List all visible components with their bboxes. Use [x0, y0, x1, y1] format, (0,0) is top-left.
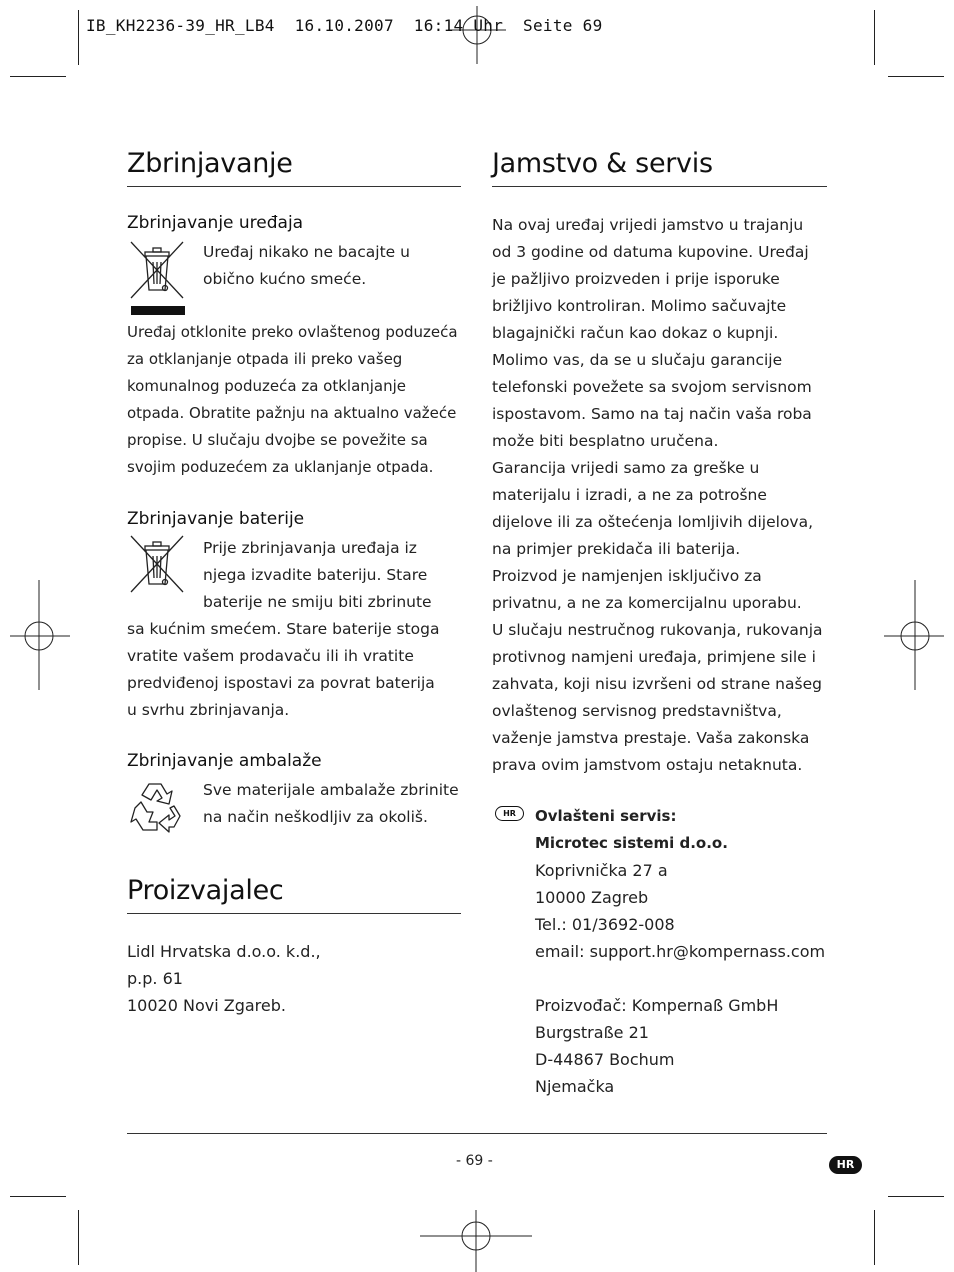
- device-disposal-body: [127, 319, 458, 481]
- packaging-disposal-intro: [203, 777, 459, 831]
- device-disposal-heading: Zbrinjavanje uređaja: [127, 213, 304, 233]
- text-line: otpada. Obratite pažnju na aktualno važeće: [127, 404, 457, 422]
- crop-mark: [78, 10, 79, 65]
- recycle-icon: [127, 778, 189, 834]
- title-divider: [492, 186, 827, 187]
- text-line: Molimo vas, da se u slučaju garancije: [492, 351, 783, 369]
- service-address: [535, 857, 825, 965]
- text-line: Burgstraße 21: [535, 1023, 649, 1042]
- crop-mark: [874, 10, 875, 65]
- text-line: telefonski povežete sa svojom servisnom: [492, 378, 812, 396]
- registration-mark-top: [448, 6, 506, 64]
- text-line: blagajnički račun kao dokaz o kupnji.: [492, 324, 779, 342]
- warranty-title: Jamstvo & servis: [492, 148, 713, 179]
- title-divider: [127, 186, 461, 187]
- text-line: na primjer prekidača ili baterija.: [492, 540, 741, 558]
- crop-mark: [888, 76, 944, 77]
- producer-address: [127, 938, 321, 1019]
- text-line: brižljivo kontroliran. Molimo sačuvajte: [492, 297, 787, 315]
- registration-mark-left: [10, 580, 70, 690]
- text-line: od 3 godine od datuma kupovine. Uređaj: [492, 243, 809, 261]
- text-line: Na ovaj uređaj vrijedi jamstvo u trajanju: [492, 216, 804, 234]
- text-line: Sve materijale ambalaže zbrinite: [203, 781, 459, 799]
- language-badge: HR: [829, 1156, 862, 1174]
- text-line: svojim poduzećem za uklanjanje otpada.: [127, 458, 434, 476]
- battery-disposal-heading: Zbrinjavanje baterije: [127, 509, 305, 529]
- text-line: Tel.: 01/3692-008: [535, 915, 675, 934]
- text-line: Uređaj otklonite preko ovlaštenog poduzeća: [127, 323, 458, 341]
- packaging-disposal-heading: Zbrinjavanje ambalaže: [127, 751, 322, 771]
- text-line: D-44867 Bochum: [535, 1050, 675, 1069]
- text-line: p.p. 61: [127, 969, 183, 988]
- text-line: komunalnog poduzeća za otklanjanje: [127, 377, 407, 395]
- text-line: materijalu i izradi, a ne za potrošne: [492, 486, 767, 504]
- text-line: je pažljivo proizveden i prije isporuke: [492, 270, 780, 288]
- text-line: važenje jamstva prestaje. Vaša zakonska: [492, 729, 810, 747]
- text-line: Garancija vrijedi samo za greške u: [492, 459, 760, 477]
- text-line: Lidl Hrvatska d.o.o. k.d.,: [127, 942, 321, 961]
- crossed-bin-icon: [127, 534, 187, 596]
- print-header: IB_KH2236-39_HR_LB4 16.10.2007 16:14 Uhr Seite 69: [86, 16, 603, 35]
- text-line: baterije ne smiju biti zbrinute: [203, 593, 432, 611]
- text-line: za otklanjanje otpada ili preko vašeg: [127, 350, 403, 368]
- text-line: Proizvođač: Kompernaß GmbH: [535, 996, 779, 1015]
- text-line: Koprivnička 27 a: [535, 861, 668, 880]
- text-line: ovlaštenog servisnog predstavništva,: [492, 702, 782, 720]
- battery-disposal-intro: [203, 535, 432, 616]
- text-line: ispostavom. Samo na taj način vaša roba: [492, 405, 812, 423]
- text-line: propise. U slučaju dvojbe se povežite sa: [127, 431, 428, 449]
- text-line: sa kućnim smećem. Stare baterije stoga: [127, 620, 440, 638]
- registration-mark-bottom: [420, 1210, 532, 1272]
- crop-mark: [10, 1196, 66, 1197]
- title-divider: [127, 913, 461, 914]
- device-disposal-intro: [203, 239, 410, 293]
- text-line: 10020 Novi Zgareb.: [127, 996, 286, 1015]
- text-line: zahvata, koji nisu izvršeni od strane našeg: [492, 675, 822, 693]
- crop-mark: [888, 1196, 944, 1197]
- disposal-title: Zbrinjavanje: [127, 148, 293, 179]
- text-line: Uređaj nikako ne bacajte u: [203, 243, 410, 261]
- service-company: Microtec sistemi d.o.o.: [535, 834, 728, 852]
- text-line: 10000 Zagreb: [535, 888, 649, 907]
- service-label: Ovlašteni servis:: [535, 807, 677, 825]
- crop-mark: [874, 1210, 875, 1265]
- text-line: može biti besplatno uručena.: [492, 432, 719, 450]
- text-line: obično kućno smeće.: [203, 270, 367, 288]
- text-line: protivnog namjeni uređaja, primjene sile i: [492, 648, 816, 666]
- text-line: Njemačka: [535, 1077, 615, 1096]
- text-line: prava ovim jamstvom ostaju netaknuta.: [492, 756, 803, 774]
- text-line: predviđenoj ispostavi za povrat baterija: [127, 674, 435, 692]
- country-badge: HR: [495, 806, 524, 821]
- text-line: dijelove ili za oštećenja lomljivih dijelova,: [492, 513, 814, 531]
- footer-divider: [127, 1133, 827, 1134]
- text-line: u svrhu zbrinjavanja.: [127, 701, 290, 719]
- warranty-text: [492, 212, 823, 779]
- text-line: njega izvadite bateriju. Stare: [203, 566, 428, 584]
- text-line: vratite vašem prodavaču ili ih vratite: [127, 647, 414, 665]
- crossed-bin-icon: [127, 238, 187, 318]
- producer-title: Proizvajalec: [127, 875, 284, 906]
- service-email: email: support.hr@kompernass.com: [535, 942, 826, 961]
- page-number: - 69 -: [456, 1153, 493, 1169]
- crop-mark: [78, 1210, 79, 1265]
- crop-mark: [10, 76, 66, 77]
- text-line: privatnu, a ne za komercijalnu uporabu.: [492, 594, 802, 612]
- manufacturer-address: [535, 992, 778, 1100]
- text-line: Prije zbrinjavanja uređaja iz: [203, 539, 417, 557]
- text-line: Proizvod je namjenjen isključivo za: [492, 567, 762, 585]
- battery-disposal-body: [127, 616, 440, 724]
- text-line: na način neškodljiv za okoliš.: [203, 808, 428, 826]
- text-line: U slučaju nestručnog rukovanja, rukovanja: [492, 621, 823, 639]
- registration-mark-right: [884, 580, 944, 690]
